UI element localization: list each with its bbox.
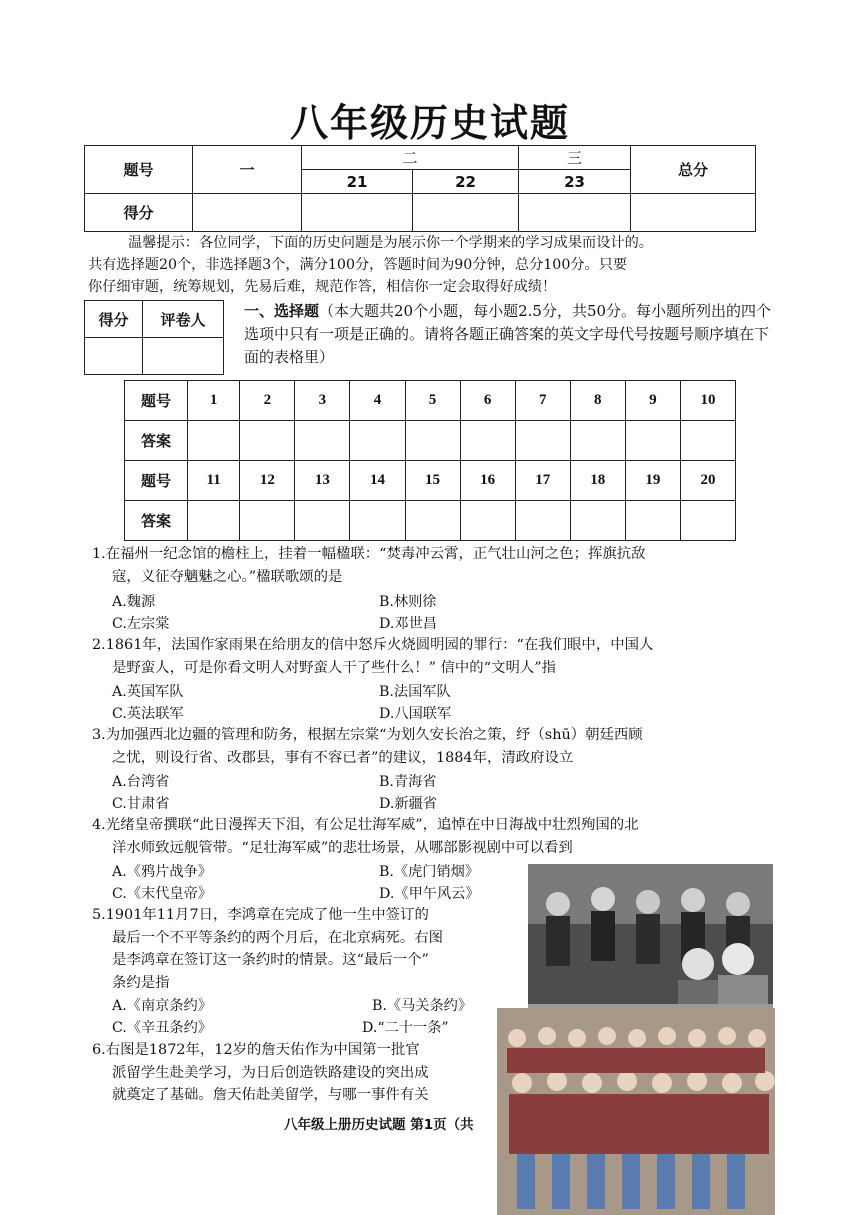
question-5-line: 5.1901年11月7日，李鸿章在完成了他一生中签订的 xyxy=(92,907,429,923)
answer-cell[interactable] xyxy=(515,421,570,461)
question-4-line: 洋水师致远舰管带。“足壮海军威”的悲壮场景，从哪部影视剧中可以看到 xyxy=(112,839,573,856)
students-group-photo xyxy=(497,1008,775,1215)
option-4a[interactable]: A.《鸦片战争》 xyxy=(112,864,212,880)
grader-name-cell[interactable] xyxy=(143,338,224,375)
answer-cell[interactable] xyxy=(515,501,570,541)
question-number: 12 xyxy=(240,461,295,501)
answer-cell[interactable] xyxy=(295,501,350,541)
question-5-line: 最后一个不平等条约的两个月后，在北京病死。右图 xyxy=(112,929,443,946)
question-number: 20 xyxy=(680,461,735,501)
score-table-header-part1: 一 xyxy=(193,146,302,194)
option-3d[interactable]: D.新疆省 xyxy=(379,796,437,812)
score-table-header-part2: 二 xyxy=(302,146,519,170)
question-number: 18 xyxy=(570,461,625,501)
answer-cell[interactable] xyxy=(625,501,680,541)
question-5-line: 条约是指 xyxy=(112,974,170,991)
score-table-header-no: 题号 xyxy=(85,146,193,194)
option-3c[interactable]: C.甘肃省 xyxy=(112,796,170,812)
question-4-line: 4.光绪皇帝撰联“此日漫挥天下泪，有公足壮海军威”，追悼在中日海战中壮烈殉国的北 xyxy=(92,817,639,833)
score-table xyxy=(84,145,756,232)
question-number: 6 xyxy=(460,381,515,421)
score-table-header-part3: 三 xyxy=(519,146,631,170)
question-1-line: 1.在福州一纪念馆的檐柱上，挂着一幅楹联：“焚毒冲云霄，正气壮山河之色；挥旗抗敌 xyxy=(92,546,646,562)
option-5b[interactable]: B.《马关条约》 xyxy=(372,998,473,1014)
answer-table xyxy=(124,380,736,541)
question-6 xyxy=(92,1039,512,1107)
question-5 xyxy=(92,904,522,994)
question-number: 16 xyxy=(460,461,515,501)
question-3-line: 3.为加强西北边疆的管理和防务，根据左宗棠“为划久安长治之策，纾（shū）朝廷西顾 xyxy=(92,727,643,743)
answer-cell[interactable] xyxy=(188,501,240,541)
score-table-row-label: 得分 xyxy=(85,194,193,232)
question-number: 17 xyxy=(515,461,570,501)
answer-cell[interactable] xyxy=(460,421,515,461)
question-number: 11 xyxy=(188,461,240,501)
answer-cell[interactable] xyxy=(350,501,405,541)
answer-cell[interactable] xyxy=(680,501,735,541)
question-number: 1 xyxy=(188,381,240,421)
answer-cell[interactable] xyxy=(295,421,350,461)
answer-cell[interactable] xyxy=(188,421,240,461)
tip-line: 共有选择题20个，非选择题3个，满分100分，答题时间为90分钟，总分100分。只要 xyxy=(88,257,628,273)
question-1-line: 寇，义征夺魑魅之心。”楹联歌颂的是 xyxy=(112,568,343,585)
score-table-q22: 22 xyxy=(413,170,519,194)
score-cell[interactable] xyxy=(519,194,631,232)
question-number: 3 xyxy=(295,381,350,421)
answer-cell[interactable] xyxy=(680,421,735,461)
answer-cell[interactable] xyxy=(405,421,460,461)
grader-score-label: 得分 xyxy=(85,301,143,338)
option-2c[interactable]: C.英法联军 xyxy=(112,706,184,722)
answer-cell[interactable] xyxy=(570,421,625,461)
question-number: 7 xyxy=(515,381,570,421)
score-table-q23: 23 xyxy=(519,170,631,194)
tip-line: 温馨提示：各位同学，下面的历史问题是为展示你一个学期来的学习成果而设计的。 xyxy=(128,235,653,251)
option-4b[interactable]: B.《虎门销烟》 xyxy=(379,864,480,880)
question-3-line: 之忧，则设行省、改郡县，事有不容已者”的建议，1884年，清政府设立 xyxy=(112,749,574,766)
page-footer: 八年级上册历史试题 第1页（共 xyxy=(284,1117,474,1133)
question-number: 15 xyxy=(405,461,460,501)
question-1 xyxy=(92,543,772,588)
question-3 xyxy=(92,724,772,769)
question-number: 2 xyxy=(240,381,295,421)
question-number: 5 xyxy=(405,381,460,421)
answer-table-ans-label: 答案 xyxy=(125,501,188,541)
section-1-intro xyxy=(244,300,772,369)
score-cell[interactable] xyxy=(193,194,302,232)
score-cell[interactable] xyxy=(631,194,756,232)
answer-table-no-label: 题号 xyxy=(125,461,188,501)
answer-cell[interactable] xyxy=(350,421,405,461)
answer-cell[interactable] xyxy=(405,501,460,541)
answer-cell[interactable] xyxy=(460,501,515,541)
question-5-line: 是李鸿章在签订这一条约时的情景。这“最后一个” xyxy=(112,952,429,968)
question-2-line: 2.1861年，法国作家雨果在给朋友的信中怒斥火烧圆明园的罪行：“在我们眼中，中国人 xyxy=(92,637,654,653)
question-number: 8 xyxy=(570,381,625,421)
option-1c[interactable]: C.左宗棠 xyxy=(112,616,170,632)
option-1b[interactable]: B.林则徐 xyxy=(379,594,437,610)
tip-line: 你仔细审题，统筹规划，先易后难，规范作答，相信你一定会取得好成绩！ xyxy=(88,279,557,295)
question-number: 14 xyxy=(350,461,405,501)
grader-name-label: 评卷人 xyxy=(143,301,224,338)
question-2 xyxy=(92,634,772,679)
answer-table-ans-label: 答案 xyxy=(125,421,188,461)
exam-tip xyxy=(88,232,768,298)
grader-score-cell[interactable] xyxy=(85,338,143,375)
option-3a[interactable]: A.台湾省 xyxy=(112,774,170,790)
section-1-instructions: （本大题共20个小题，每小题2.5分，共50分。每小题所列出的四个选项中只有一项是正确的。请将各题正确答案的英文字母代号按题号顺序填在下面的表格里） xyxy=(244,302,772,366)
answer-cell[interactable] xyxy=(570,501,625,541)
score-table-q21: 21 xyxy=(302,170,413,194)
score-cell[interactable] xyxy=(413,194,519,232)
question-4 xyxy=(92,814,772,859)
option-4d[interactable]: D.《甲午风云》 xyxy=(379,886,480,902)
question-number: 9 xyxy=(625,381,680,421)
option-2d[interactable]: D.八国联军 xyxy=(379,706,452,722)
option-1d[interactable]: D.邓世昌 xyxy=(379,616,437,632)
question-number: 13 xyxy=(295,461,350,501)
question-2-line: 是野蛮人，可是你看文明人对野蛮人干了些什么！” 信中的“文明人”指 xyxy=(112,659,556,676)
question-number: 19 xyxy=(625,461,680,501)
question-6-line: 6.右图是1872年，12岁的詹天佑作为中国第一批官 xyxy=(92,1042,420,1058)
score-table-header-total: 总分 xyxy=(631,146,756,194)
option-5a[interactable]: A.《南京条约》 xyxy=(112,998,212,1014)
answer-cell[interactable] xyxy=(240,501,295,541)
question-6-line: 就奠定了基础。詹天佑赴美留学，与哪一事件有关 xyxy=(112,1087,429,1103)
section-1-heading: 一、选择题 xyxy=(244,302,320,320)
grader-table xyxy=(84,300,224,375)
exam-title: 八年级历史试题 xyxy=(289,101,570,145)
option-2a[interactable]: A.英国军队 xyxy=(112,684,184,700)
question-number: 4 xyxy=(350,381,405,421)
option-3b[interactable]: B.青海省 xyxy=(379,774,437,790)
option-2b[interactable]: B.法国军队 xyxy=(379,684,451,700)
question-6-line: 派留学生赴美学习，为日后创造铁路建设的突出成 xyxy=(112,1064,429,1081)
answer-cell[interactable] xyxy=(625,421,680,461)
option-1a[interactable]: A.魏源 xyxy=(112,594,156,610)
score-cell[interactable] xyxy=(302,194,413,232)
answer-table-no-label: 题号 xyxy=(125,381,188,421)
option-4c[interactable]: C.《末代皇帝》 xyxy=(112,886,212,902)
answer-cell[interactable] xyxy=(240,421,295,461)
option-5d[interactable]: D.“二十一条” xyxy=(362,1020,449,1036)
students-photo-illustration xyxy=(497,1008,775,1215)
question-number: 10 xyxy=(680,381,735,421)
option-5c[interactable]: C.《辛丑条约》 xyxy=(112,1020,212,1036)
